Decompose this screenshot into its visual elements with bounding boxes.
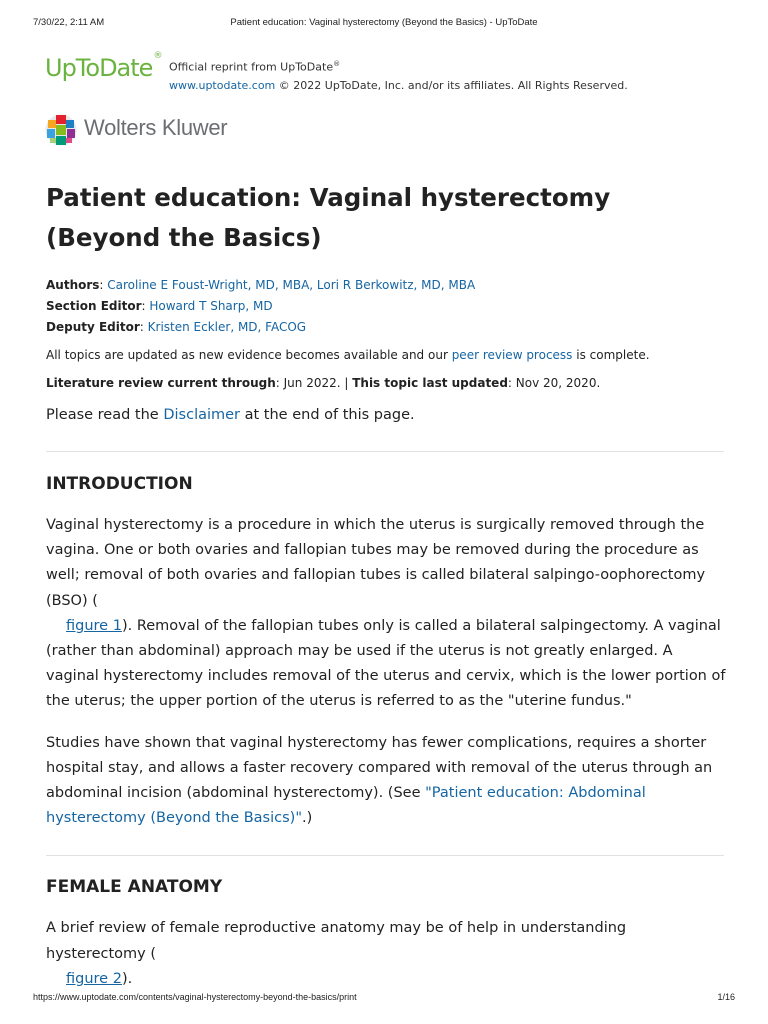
print-footer (33, 992, 735, 1006)
uptodate-logo-text: UpToDate (45, 54, 153, 82)
introduction-heading: INTRODUCTION (46, 474, 193, 494)
intro-p2-text-a: Studies have shown that vaginal hysterectomy has fewer complications, requires a shorter hospital stay, and allows a faster recovery compared with removal of the uterus through an abdominal incision (abdominal hysterectomy). (See (46, 734, 713, 802)
intro-paragraph-2 (46, 731, 726, 832)
figure-1-link[interactable]: figure 1 (66, 617, 122, 634)
section-divider (46, 855, 724, 856)
section-divider (46, 451, 724, 452)
authors-link[interactable]: Caroline E Foust-Wright, MD, MBA, Lori R Berkowitz, MD, MBA (107, 278, 476, 292)
article-content (46, 178, 726, 992)
uptodate-url-link[interactable]: www.uptodate.com (169, 78, 276, 92)
article-title: Patient education: Vaginal hysterectomy (Beyond the Basics) (46, 183, 611, 252)
intro-paragraph-1 (46, 513, 726, 715)
authors-row: Authors: Caroline E Foust-Wright, MD, MBA, Lori R Berkowitz, MD, MBA (46, 278, 476, 292)
disclaimer-pre: Please read the (46, 407, 164, 423)
updated-label: This topic last updated (352, 376, 508, 390)
print-url: https://www.uptodate.com/contents/vaginal-hysterectomy-beyond-the-basics/print (33, 992, 357, 1002)
wolters-kluwer-logo-icon (45, 114, 77, 146)
deputy-editor-label: Deputy Editor (46, 320, 140, 334)
authors-label: Authors (46, 278, 100, 292)
intro-p1-text-b: ). Removal of the fallopian tubes only is called a bilateral salpingectomy. A vaginal (rather than abdominal) approach may be used if the uterus is not greatly enlarged. A vaginal hysterectomy includes removal of the uterus and cervix, which is the lower portion of the uterus; the upper portion of the uterus is referred to as the "uterine fundus." (46, 617, 726, 710)
deputy-editor-link[interactable]: Kristen Eckler, MD, FACOG (147, 320, 307, 334)
print-header (33, 17, 735, 31)
female-anatomy-heading: FEMALE ANATOMY (46, 877, 223, 898)
intro-p1-text-a: Vaginal hysterectomy is a procedure in which the uterus is surgically removed through the vagina. One or both ovaries and fallopian tubes may be removed during the procedure as well; removal of both ovaries and fallopian tubes is called bilateral salpingo-oophorectomy (BSO) ( (46, 517, 706, 609)
copyright-text: © 2022 UpToDate, Inc. and/or its affiliates. All Rights Reserved. (275, 78, 628, 92)
anatomy-p1-text-a: A brief review of female reproductive anatomy may be of help in understanding hysterectomy ( (46, 920, 627, 962)
reprint-notice (169, 55, 628, 95)
print-datetime: 7/30/22, 2:11 AM (33, 17, 105, 28)
litrev-label: Literature review current through (46, 376, 276, 390)
figure-2-link[interactable]: figure 2 (66, 970, 122, 987)
section-editor-link[interactable]: Howard T Sharp, MD (149, 299, 273, 313)
article-meta (46, 275, 726, 338)
wolters-kluwer-wordmark: Wolters Kluwer (84, 115, 228, 140)
section-editor-label: Section Editor (46, 299, 142, 313)
peer-review-link[interactable]: peer review process (451, 348, 573, 362)
page-number: 1/16 (717, 992, 735, 1002)
disclaimer-link[interactable]: Disclaimer (163, 407, 241, 423)
updated-value: : Nov 20, 2020. (507, 376, 601, 390)
review-note-end: is complete. (572, 348, 650, 362)
reprint-line1: Official reprint from UpToDate (169, 60, 334, 74)
review-process-note (46, 345, 726, 366)
uptodate-logo (45, 51, 163, 82)
literature-review-line (46, 373, 726, 394)
print-page-title: Patient education: Vaginal hysterectomy (Beyond the Basics) - UpToDate (230, 17, 538, 28)
disclaimer-post: at the end of this page. (240, 407, 415, 423)
deputy-editor-row: Deputy Editor: Kristen Eckler, MD, FACOG (46, 320, 307, 334)
abdominal-hysterectomy-link[interactable]: "Patient education: Abdominal hysterectomy (Beyond the Basics)" (46, 785, 646, 827)
intro-p2-text-b: .) (302, 810, 313, 827)
litrev-value: : Jun 2022. | (275, 376, 353, 390)
anatomy-p1-text-b: ). (121, 970, 133, 987)
registered-mark: ® (153, 51, 163, 61)
disclaimer-line (46, 404, 726, 426)
reprint-sup: ® (333, 60, 341, 68)
section-editor-row: Section Editor: Howard T Sharp, MD (46, 299, 273, 313)
review-note-text: All topics are updated as new evidence becomes available and our (46, 348, 452, 362)
anatomy-paragraph-1 (46, 916, 726, 992)
